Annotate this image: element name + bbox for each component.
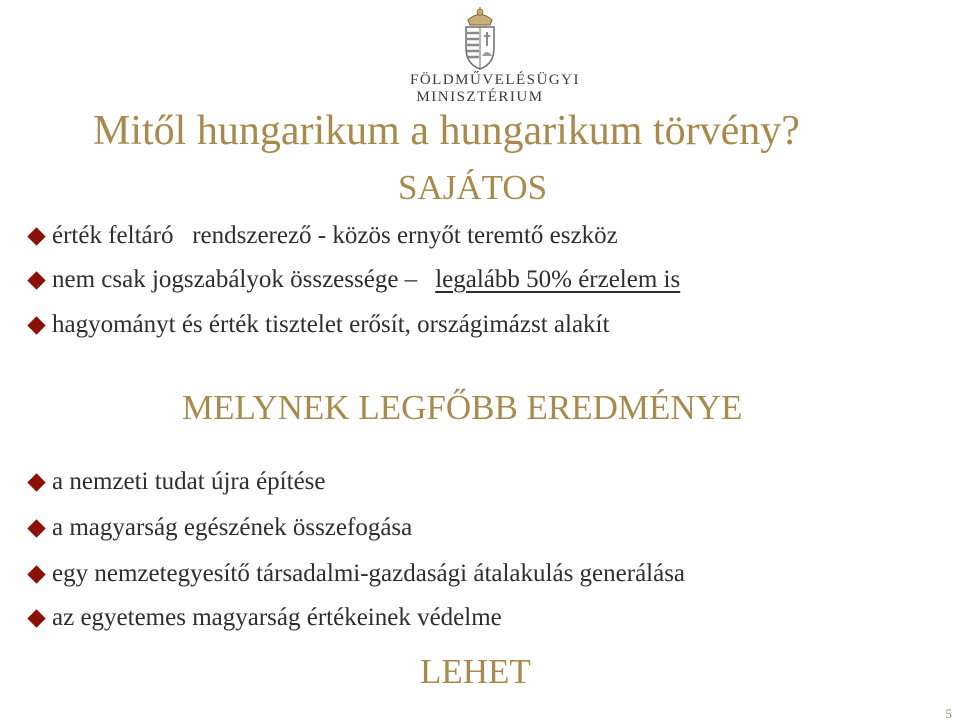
result-item-3: [28, 560, 685, 588]
result-item-1: [28, 468, 326, 496]
slide-title: Mitől hungarikum a hungarikum törvény?: [93, 108, 800, 154]
result-item-4: [28, 604, 502, 632]
bullet-text: hagyományt és érték tisztelet erősít, országimázst alakít: [52, 311, 610, 338]
logo-line-2: MINISZTÉRIUM: [416, 89, 544, 105]
bullet-item-1: [28, 222, 618, 250]
heading-sajatos: SAJÁTOS: [398, 168, 548, 207]
diamond-bullet-icon: [27, 473, 45, 491]
heading-eredmenye: MELYNEK LEGFŐBB EREDMÉNYE: [182, 388, 743, 427]
page-number: 5: [945, 706, 952, 721]
diamond-bullet-icon: [27, 565, 45, 583]
bullet-text: az egyetemes magyarság értékeinek védelme: [52, 604, 502, 631]
bullet-text: nem csak jogszabályok összessége –: [52, 266, 418, 293]
bullet-text: érték feltáró rendszerező - közös ernyőt teremtő eszköz: [52, 222, 618, 249]
bullet-text: a magyarság egészének összefogása: [52, 514, 413, 541]
heading-lehet: LEHET: [420, 652, 531, 691]
diamond-bullet-icon: [27, 609, 45, 627]
diamond-bullet-icon: [27, 519, 45, 537]
bullet-item-2: [28, 266, 680, 294]
logo-line-1: FÖLDMŰVELÉSÜGYI: [410, 72, 580, 88]
diamond-bullet-icon: [27, 316, 45, 334]
bullet-text: a nemzeti tudat újra építése: [52, 468, 326, 495]
coat-of-arms-icon: [458, 6, 502, 72]
bullet-underlined-text: legalább 50% érzelem is: [435, 266, 681, 293]
result-item-2: [28, 514, 412, 542]
diamond-bullet-icon: [27, 271, 45, 289]
diamond-bullet-icon: [27, 227, 45, 245]
bullet-text: egy nemzetegyesítő társadalmi-gazdasági átalakulás generálása: [52, 560, 686, 587]
ministry-logo: [410, 6, 580, 110]
bullet-item-3: [28, 311, 609, 339]
